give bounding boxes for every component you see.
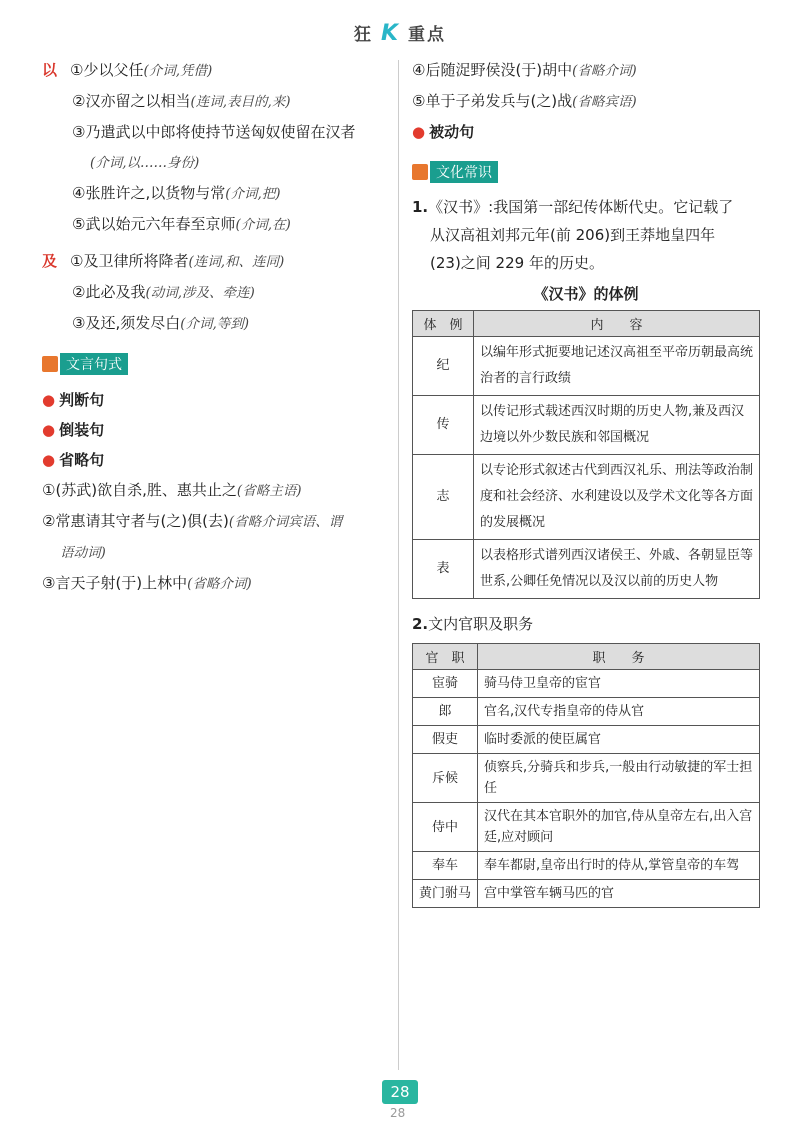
item-text: (23)之间 229 年的历史。 [430, 254, 604, 272]
table-row [413, 726, 760, 754]
table-row [413, 540, 760, 599]
section-header-wenyan [42, 353, 382, 375]
item-text: 《汉书》:我国第一部纪传体断代史。它记载了 [428, 198, 734, 216]
table-cell-desc: 以表格形式谱列西汉诸侯王、外戚、各朝显臣等世系,公卿任免情况以及汉以前的历史人物 [474, 540, 760, 599]
table-row [413, 880, 760, 908]
sentence-text: ④张胜许之,以货物与常 [72, 184, 226, 202]
list-item [42, 277, 382, 308]
item-number: 2. [412, 615, 429, 633]
list-item [42, 308, 382, 339]
table-cell-term: 郎 [413, 698, 478, 726]
table-cell-term: 黄门驸马 [413, 880, 478, 908]
list-item [412, 55, 760, 86]
subsection-title: ● 被动句 [412, 123, 475, 141]
bullet-dot-icon: ● [412, 123, 426, 141]
item-text: 文内官职及职务 [428, 615, 534, 633]
table-cell-term: 纪 [413, 337, 474, 396]
sentence-text: ⑤武以始元六年春至京师 [72, 215, 236, 233]
list-item [42, 86, 382, 117]
table-cell-term: 假吏 [413, 726, 478, 754]
header-text-1: 狂 [354, 25, 374, 45]
bullet-dot-icon: ● [42, 421, 56, 439]
annotation-text: 语动词) [60, 545, 106, 561]
table-header: 官 职 [413, 644, 478, 670]
table-header: 职 务 [478, 644, 760, 670]
item-number: 1. [412, 198, 429, 216]
table-cell-term: 斥候 [413, 754, 478, 803]
table-row [413, 337, 760, 396]
table-row [413, 754, 760, 803]
annotation-text: (省略主语) [236, 483, 302, 499]
table-cell-term: 表 [413, 540, 474, 599]
list-item [412, 86, 760, 117]
table-cell-desc: 以传记形式载述西汉时期的历史人物,兼及西汉边境以外少数民族和邻国概况 [474, 396, 760, 455]
culture-item-2 [412, 611, 760, 637]
table-row [413, 396, 760, 455]
book-icon [42, 356, 58, 372]
annotation-text: (省略介词宾语、谓 [228, 514, 343, 530]
list-item [42, 55, 382, 86]
table-cell-desc: 临时委派的使臣属官 [478, 726, 760, 754]
table-row [413, 852, 760, 880]
sentence-text: ⑤单于子弟发兵与(之)战 [412, 92, 573, 110]
section-label: 文化常识 [430, 161, 498, 183]
annotation-text: (连词,表目的,来) [190, 94, 291, 110]
left-column [42, 55, 382, 599]
list-item [42, 178, 382, 209]
annotation-text: (动词,涉及、牵连) [145, 285, 255, 301]
book-icon [412, 164, 428, 180]
list-item [42, 475, 382, 506]
subsection-title: ● 判断句 [42, 391, 105, 409]
sentence-text: ③乃遣武以中郎将使持节送匈奴使留在汉者 [72, 123, 356, 141]
sentence-text: ①(苏武)欲自杀,胜、惠共止之 [42, 481, 237, 499]
list-item [42, 246, 382, 277]
list-item [42, 147, 382, 178]
list-item [42, 209, 382, 240]
list-item [42, 506, 382, 537]
sentence-text: ②汉亦留之以相当 [72, 92, 191, 110]
sentence-text: ②此必及我 [72, 283, 146, 301]
annotation-text: (连词,和、连同) [188, 254, 285, 270]
table-cell-desc: 骑马侍卫皇帝的宦官 [478, 670, 760, 698]
page-header [0, 20, 800, 46]
sentence-text: ②常惠请其守者与(之)俱(去) [42, 512, 229, 530]
table-cell-desc: 官名,汉代专指皇帝的侍从官 [478, 698, 760, 726]
table-cell-term: 宦骑 [413, 670, 478, 698]
shenglve-list [42, 475, 382, 599]
right-column [412, 55, 760, 908]
table-cell-desc: 以专论形式叙述古代到西汉礼乐、刑法等政治制度和社会经济、水利建设以及学术文化等各方面的发展概况 [474, 455, 760, 540]
table-caption: 《汉书》的体例 [533, 285, 639, 303]
culture-item-1 [412, 193, 760, 277]
section-header-wenhua [412, 161, 760, 183]
table-row [413, 670, 760, 698]
list-item [42, 568, 382, 599]
list-item [42, 537, 382, 568]
annotation-text: (介词,凭借) [143, 63, 213, 79]
table-row [413, 803, 760, 852]
official-titles-table [412, 643, 760, 908]
sentence-text: ③及还,须发尽白 [72, 314, 181, 332]
header-text-2: 重点 [407, 25, 446, 45]
table-cell-term: 侍中 [413, 803, 478, 852]
table-cell-term: 志 [413, 455, 474, 540]
bullet-dot-icon: ● [42, 451, 56, 469]
table-cell-desc: 奉车都尉,皇帝出行时的侍从,掌管皇帝的车驾 [478, 852, 760, 880]
bullet-dot-icon: ● [42, 391, 56, 409]
annotation-text: (省略宾语) [572, 94, 637, 110]
annotation-text: (介词,在) [235, 217, 291, 233]
word-entry-yi [42, 55, 382, 240]
sentence-text: ①少以父任 [70, 61, 144, 79]
table-cell-desc: 汉代在其本官职外的加官,侍从皇帝左右,出入宫廷,应对顾问 [478, 803, 760, 852]
table-cell-desc: 侦察兵,分骑兵和步兵,一般由行动敏捷的军士担任 [478, 754, 760, 803]
annotation-text: (省略介词) [572, 63, 637, 79]
k-logo: K [380, 21, 401, 46]
annotation-text: (介词,把) [225, 186, 281, 202]
annotation-text: (省略介词) [187, 576, 252, 592]
keyword-label: 以 [42, 61, 58, 79]
table-cell-desc: 以编年形式扼要地记述汉高祖至平帝历朝最高统治者的言行政绩 [474, 337, 760, 396]
annotation-text: (介词,以……身份) [90, 155, 200, 171]
subsection-title: ● 倒装句 [42, 421, 105, 439]
list-item [42, 117, 382, 147]
sentence-text: ③言天子射(于)上林中 [42, 574, 188, 592]
table-header: 内 容 [474, 311, 760, 337]
hanshu-format-table [412, 310, 760, 599]
page-number: 28 [382, 1080, 418, 1104]
table-cell-term: 传 [413, 396, 474, 455]
annotation-text: (介词,等到) [180, 316, 250, 332]
word-entry-ji [42, 246, 382, 339]
table-header: 体 例 [413, 311, 474, 337]
subsection-title: ● 省略句 [42, 451, 105, 469]
sentence-text: ①及卫律所将降者 [70, 252, 189, 270]
table-cell-desc: 宫中掌管车辆马匹的官 [478, 880, 760, 908]
table-row [413, 455, 760, 540]
sentence-text: ④后随浞野侯没(于)胡中 [412, 61, 573, 79]
keyword-label: 及 [42, 252, 58, 270]
table-cell-term: 奉车 [413, 852, 478, 880]
column-divider [398, 60, 399, 1070]
shenglve-list-continued [412, 55, 760, 117]
footer-mark: 28 [390, 1106, 406, 1120]
section-label: 文言句式 [60, 353, 128, 375]
table-row [413, 698, 760, 726]
item-text: 从汉高祖刘邦元年(前 206)到王莽地皇四年 [430, 226, 716, 244]
